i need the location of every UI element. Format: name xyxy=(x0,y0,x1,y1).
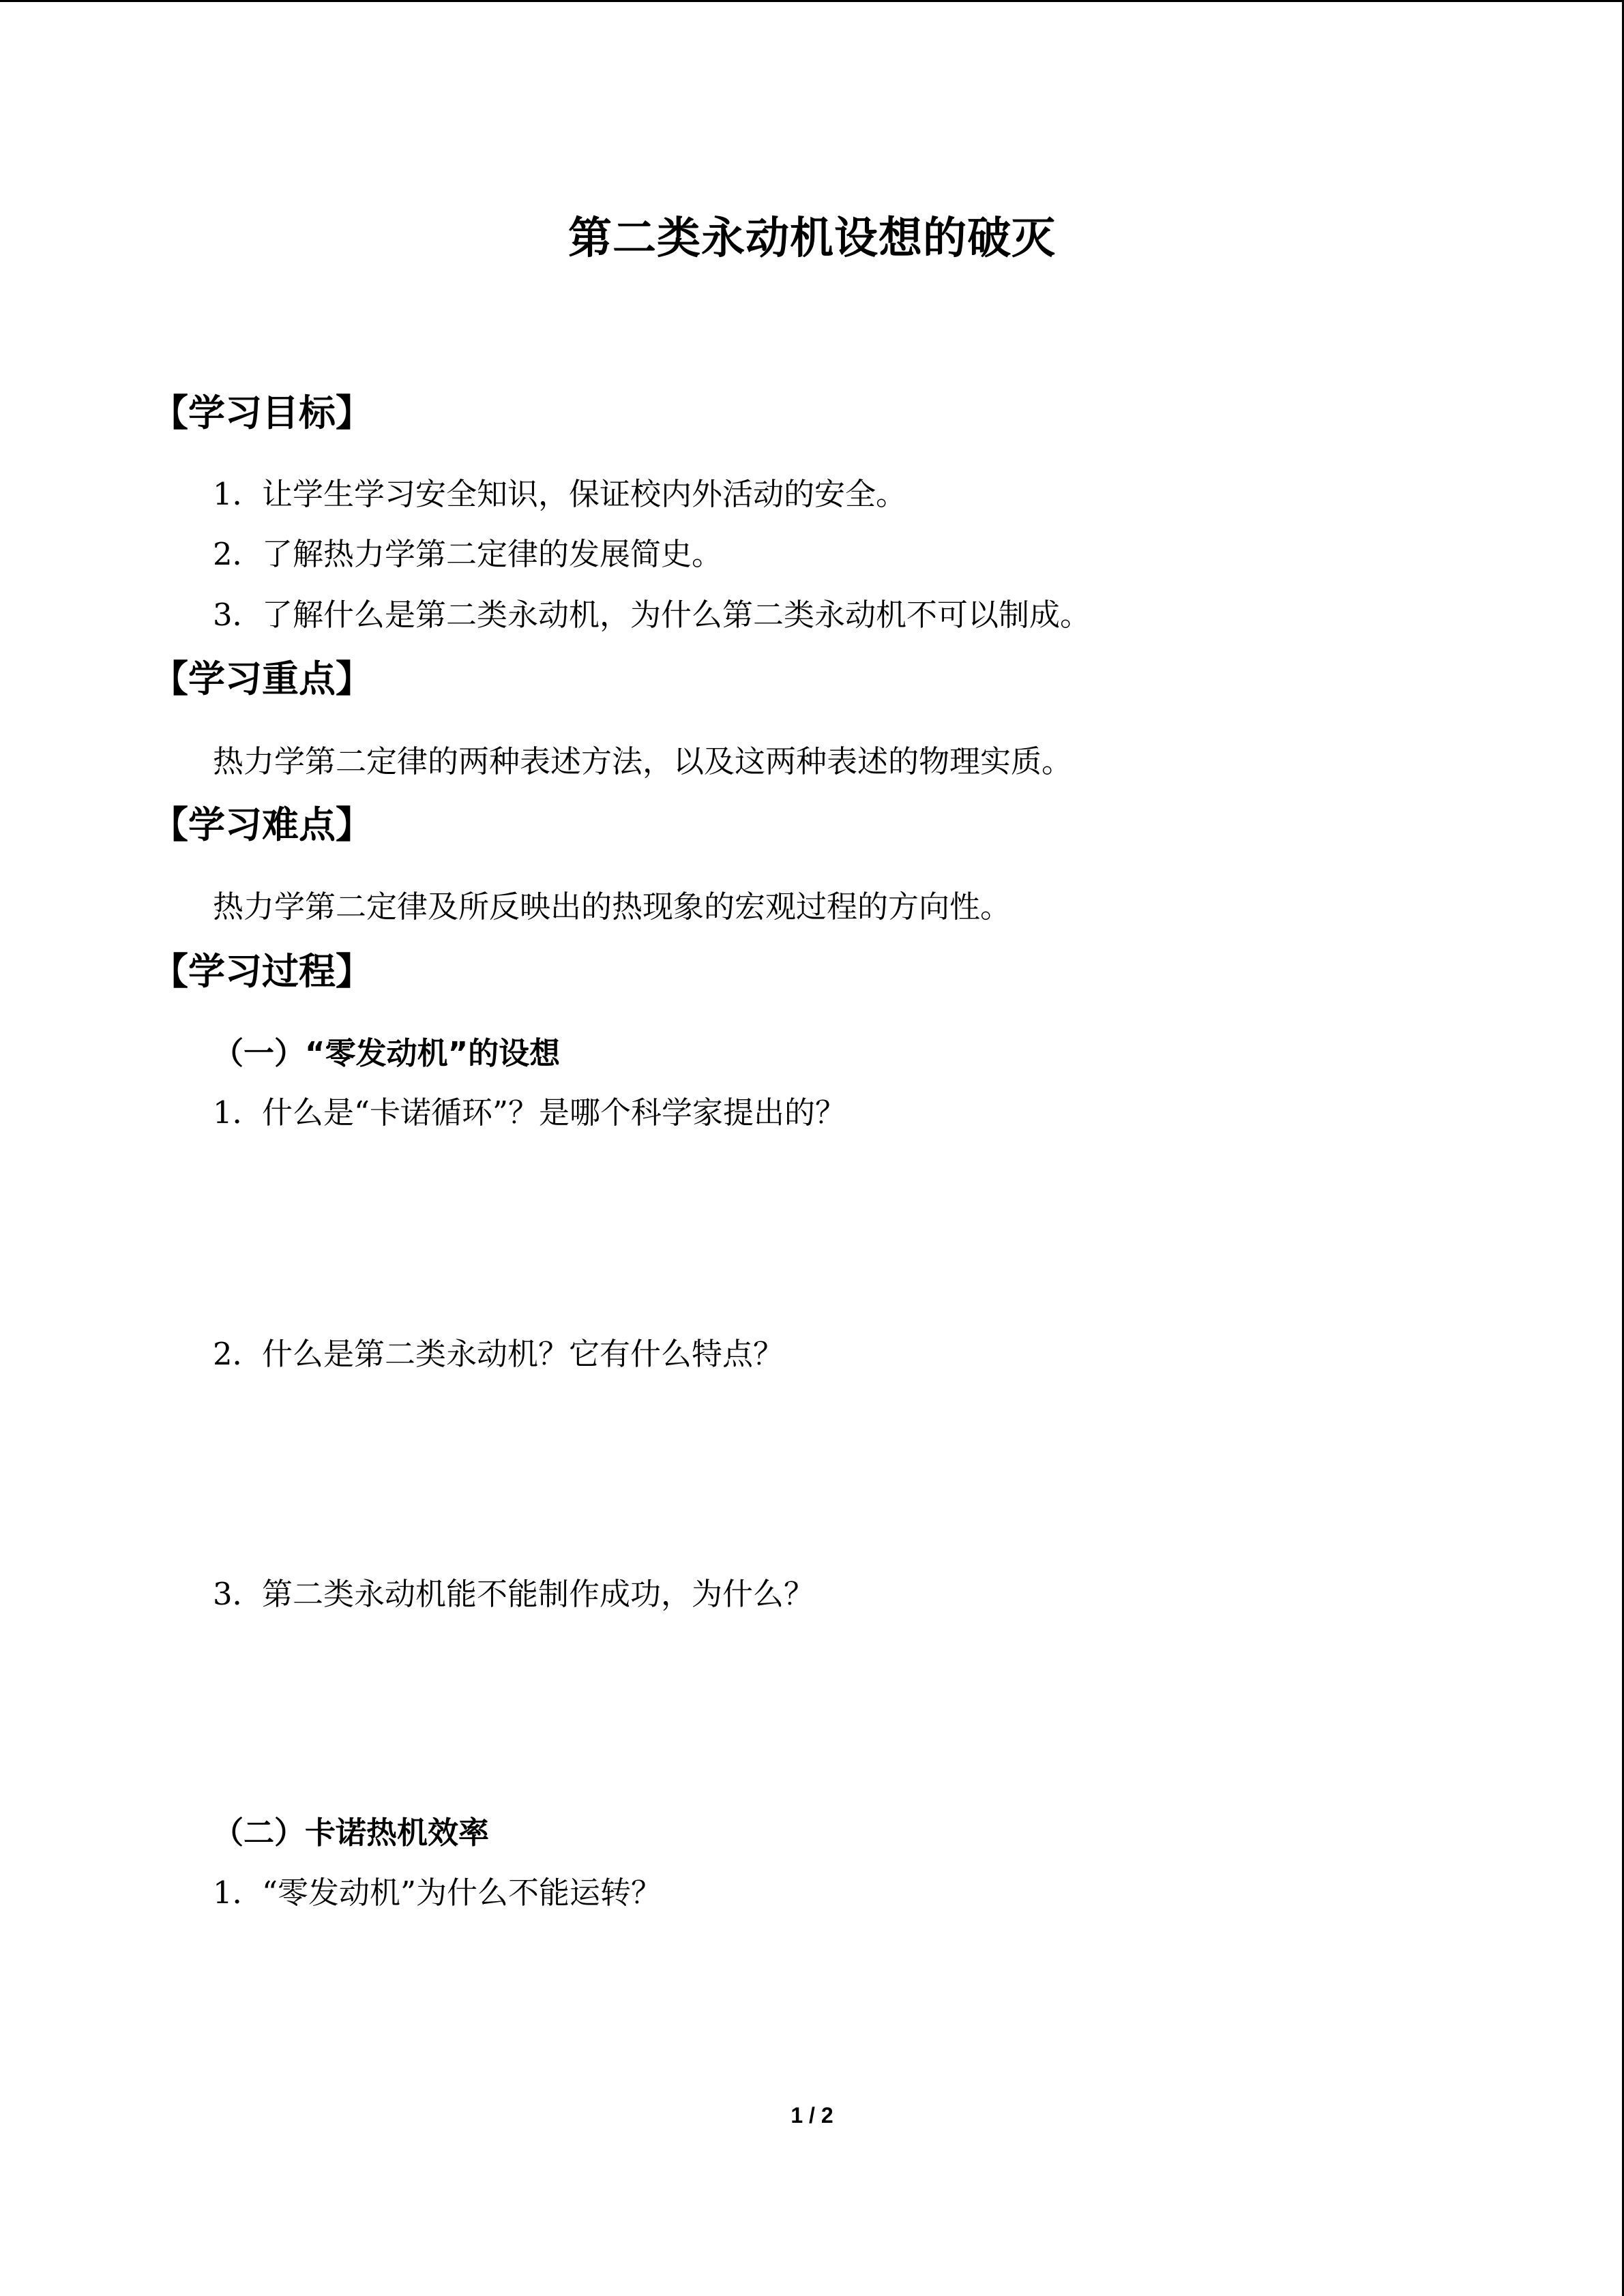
question-number: 3． xyxy=(213,1576,263,1612)
page-number: 1 / 2 xyxy=(791,2103,833,2128)
question-number: 1． xyxy=(213,1094,263,1131)
objective-item-2 xyxy=(213,533,722,576)
section-1-question-3 xyxy=(213,1572,814,1616)
objective-number: 1． xyxy=(213,476,263,512)
objective-text: 了解热力学第二定律的发展简史。 xyxy=(262,536,723,572)
difficulties-heading: 【学习难点】 xyxy=(151,803,372,846)
question-text: 什么是第二类永动机？它有什么特点？ xyxy=(262,1336,784,1372)
question-number: 1． xyxy=(213,1875,263,1911)
section-2-title: （二）卡诺热机效率 xyxy=(213,1815,490,1851)
question-number: 2． xyxy=(213,1336,263,1372)
section-2-question-1 xyxy=(213,1871,662,1915)
objective-number: 3． xyxy=(213,597,263,633)
process-heading: 【学习过程】 xyxy=(151,950,372,993)
key-points-text: 热力学第二定律的两种表述方法，以及这两种表述的物理实质。 xyxy=(213,743,1073,779)
objective-number: 2． xyxy=(213,536,263,572)
difficulties-text: 热力学第二定律及所反映出的热现象的宏观过程的方向性。 xyxy=(213,889,1012,925)
section-1-question-1 xyxy=(213,1091,846,1135)
document-title: 第二类永动机设想的破灭 xyxy=(568,213,1056,264)
key-points-heading: 【学习重点】 xyxy=(151,657,372,700)
objectives-heading: 【学习目标】 xyxy=(151,391,372,434)
objective-text: 让学生学习安全知识，保证校内外活动的安全。 xyxy=(262,476,907,512)
question-text: 什么是“卡诺循环”？是哪个科学家提出的？ xyxy=(262,1094,846,1131)
section-1-question-2 xyxy=(213,1332,784,1376)
objective-text: 了解什么是第二类永动机，为什么第二类永动机不可以制成。 xyxy=(262,597,1091,633)
question-text: “零发动机”为什么不能运转？ xyxy=(262,1875,662,1911)
objective-item-3 xyxy=(213,593,1091,637)
question-text: 第二类永动机能不能制作成功，为什么？ xyxy=(262,1576,815,1612)
page-border-top xyxy=(0,0,1624,2)
section-1-title: （一）“零发动机”的设想 xyxy=(213,1035,561,1071)
objective-item-1 xyxy=(213,473,906,516)
